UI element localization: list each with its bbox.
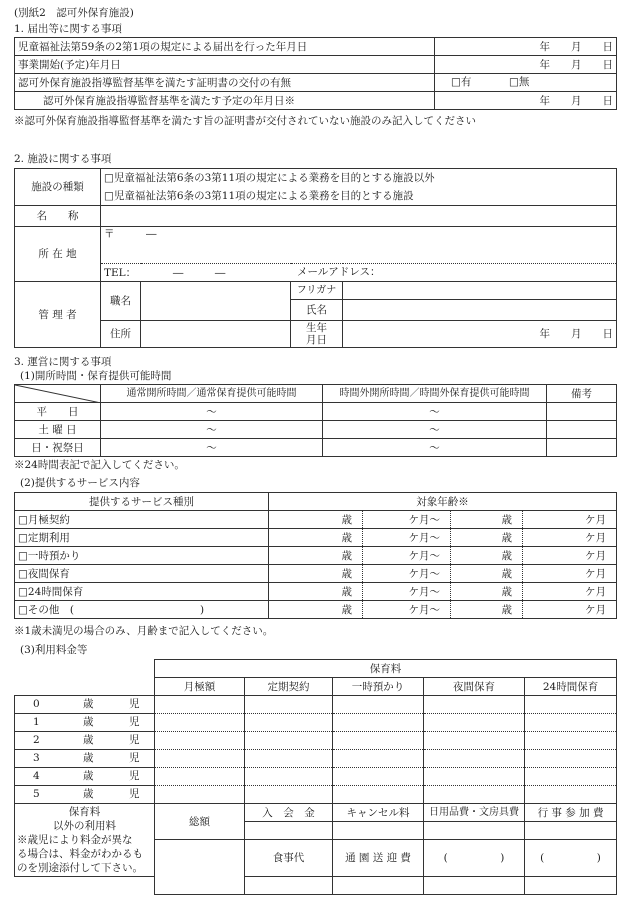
age-group-label — [15, 714, 155, 732]
age-from-months[interactable]: ケ月～ — [363, 529, 451, 547]
transport-fee-label: 通 園 送 迎 費 — [333, 840, 424, 877]
age-from-months[interactable]: ケ月～ — [363, 511, 451, 529]
facility-type-option-2[interactable]: □児童福祉法第6条の3第11項の規定による業務を目的とする施設 — [101, 186, 617, 206]
tel-field[interactable]: TEL： ― ― — [104, 266, 226, 279]
contact-row — [101, 264, 617, 282]
service-type-checkbox[interactable]: □一時預かり — [15, 547, 269, 565]
table-row — [15, 804, 617, 822]
fee-cell[interactable] — [424, 714, 525, 732]
fee-col-regular: 定期契約 — [245, 678, 333, 696]
table-row — [15, 227, 617, 264]
age-to-months[interactable]: ケ月 — [523, 547, 617, 565]
table-row — [15, 877, 617, 895]
saturday-regular-hours[interactable]: ～ — [101, 421, 323, 439]
age-to-years[interactable]: 歳 — [451, 565, 523, 583]
manager-name-label: 氏名 — [291, 300, 343, 321]
table-row — [15, 493, 617, 511]
table-row — [15, 786, 617, 804]
age-to-years[interactable]: 歳 — [451, 529, 523, 547]
fee-cell[interactable] — [155, 786, 245, 804]
furigana-label: フリガナ — [291, 282, 343, 300]
holiday-remarks[interactable] — [547, 439, 617, 457]
fee-cell[interactable] — [525, 786, 617, 804]
service-type-header: 提供するサービス種別 — [15, 493, 269, 511]
fee-cell[interactable] — [155, 750, 245, 768]
fee-cell[interactable] — [333, 768, 424, 786]
weekday-remarks[interactable] — [547, 403, 617, 421]
age-to-months[interactable]: ケ月 — [523, 529, 617, 547]
age-to-years[interactable]: 歳 — [451, 511, 523, 529]
table-row — [15, 732, 617, 750]
table-row — [15, 768, 617, 786]
section2-heading: 2. 施設に関する事項 — [14, 153, 112, 165]
meal-fee-label: 食事代 — [245, 840, 333, 877]
custom-fee-field-2[interactable] — [525, 877, 617, 895]
fee-cell[interactable] — [525, 750, 617, 768]
fee-col-night: 夜間保育 — [424, 678, 525, 696]
age-group-n: 4 — [33, 770, 40, 782]
age-group-label — [15, 732, 155, 750]
fee-header: 保育料 — [155, 660, 617, 678]
fee-cell[interactable] — [155, 714, 245, 732]
age-group-ji: 児 — [129, 752, 140, 764]
hours-subheading: (1)開所時間・保育提供可能時間 — [20, 370, 172, 382]
age-from-years[interactable]: 歳 — [269, 601, 363, 619]
age-group-sai: 歳 — [83, 752, 94, 764]
planned-date-label: 認可外保育施設指導監督基準を満たす予定の年月日※ — [15, 92, 435, 110]
hours-table — [14, 384, 617, 457]
age-group-ji: 児 — [129, 788, 140, 800]
table-row — [15, 601, 617, 619]
fee-cell[interactable] — [525, 732, 617, 750]
admission-fee-field[interactable] — [245, 822, 333, 840]
age-group-ji: 児 — [129, 770, 140, 782]
meal-fee-field[interactable] — [245, 877, 333, 895]
age-group-label — [15, 786, 155, 804]
services-table — [14, 492, 617, 619]
doc-title: (別紙2 認可外保育施設) — [14, 7, 134, 19]
age-group-sai: 歳 — [83, 716, 94, 728]
fee-col-monthly: 月極額 — [155, 678, 245, 696]
age-group-label — [15, 750, 155, 768]
start-date-value[interactable]: 年 月 日 — [435, 56, 617, 74]
age-group-n: 5 — [33, 788, 40, 800]
weekday-regular-hours[interactable]: ～ — [101, 403, 323, 421]
admission-fee-label: 入 会 金 — [245, 804, 333, 822]
table-row — [15, 74, 617, 92]
age-from-years[interactable]: 歳 — [269, 511, 363, 529]
event-fee-field[interactable] — [525, 822, 617, 840]
fee-cell[interactable] — [245, 786, 333, 804]
hours-header-regular: 通常開所時間／通常保育提供可能時間 — [101, 385, 323, 403]
fee-cell[interactable] — [245, 750, 333, 768]
age-to-years[interactable]: 歳 — [451, 583, 523, 601]
holiday-label: 日・祝祭日 — [15, 439, 101, 457]
hours-header-remarks: 備考 — [547, 385, 617, 403]
fee-cell[interactable] — [525, 696, 617, 714]
table-row — [15, 529, 617, 547]
weekday-overtime-hours[interactable]: ～ — [323, 403, 547, 421]
fee-cell[interactable] — [245, 696, 333, 714]
job-title-label: 職名 — [101, 282, 141, 321]
table-row — [15, 56, 617, 74]
saturday-remarks[interactable] — [547, 421, 617, 439]
table-row — [15, 92, 617, 110]
age-group-sai: 歳 — [83, 698, 94, 710]
age-group-label — [15, 696, 155, 714]
age-group-sai: 歳 — [83, 788, 94, 800]
age-to-months[interactable]: ケ月 — [523, 565, 617, 583]
age-group-label — [15, 768, 155, 786]
birthdate-label — [291, 321, 343, 348]
fee-cell[interactable] — [525, 714, 617, 732]
table-row — [15, 38, 617, 56]
supplies-fee-label: 日用品費・文房具費 — [424, 804, 525, 822]
age-to-months[interactable]: ケ月 — [523, 583, 617, 601]
custom-fee-label-1[interactable]: ( ) — [424, 840, 525, 877]
age-from-months[interactable]: ケ月～ — [363, 583, 451, 601]
blank-cell — [15, 877, 155, 895]
table-row — [15, 186, 617, 206]
age-group-n: 2 — [33, 734, 40, 746]
fee-cell[interactable] — [333, 714, 424, 732]
facility-table — [14, 168, 617, 348]
certificate-yes-checkbox[interactable]: □有 — [451, 76, 472, 88]
table-row — [15, 264, 617, 282]
age-group-ji: 児 — [129, 734, 140, 746]
table-row — [15, 583, 617, 601]
fee-cell[interactable] — [525, 768, 617, 786]
table-row — [15, 547, 617, 565]
table-row — [15, 750, 617, 768]
facility-name-field[interactable] — [101, 206, 617, 227]
age-from-months[interactable]: ケ月～ — [363, 565, 451, 583]
section3-heading: 3. 運営に関する事項 — [14, 356, 112, 368]
diagonal-header-cell — [15, 385, 101, 403]
other-fees-note-1: ※歳児により料金が異な — [17, 834, 133, 846]
event-fee-label: 行 事 参 加 費 — [525, 804, 617, 822]
fee-cell[interactable] — [424, 696, 525, 714]
planned-date-value[interactable]: 年 月 日 — [435, 92, 617, 110]
table-row — [15, 439, 617, 457]
services-note: ※1歳未満児の場合のみ、月齢まで記入してください。 — [14, 625, 274, 637]
fee-col-temporary: 一時預かり — [333, 678, 424, 696]
fees-subheading: (3)利用料金等 — [20, 644, 88, 656]
age-from-years[interactable]: 歳 — [269, 547, 363, 565]
table-row — [15, 696, 617, 714]
section1-note: ※認可外保育施設指導監督基準を満たす旨の証明書が交付されていない施設のみ記入してください — [14, 115, 476, 127]
age-group-n: 0 — [33, 698, 40, 710]
table-row — [15, 385, 617, 403]
fee-cell[interactable] — [333, 732, 424, 750]
fee-cell[interactable] — [245, 732, 333, 750]
fee-cell[interactable] — [155, 768, 245, 786]
email-field[interactable]: メールアドレス： — [297, 266, 381, 278]
age-from-months[interactable]: ケ月～ — [363, 601, 451, 619]
weekday-label: 平 日 — [15, 403, 101, 421]
age-to-years[interactable]: 歳 — [451, 601, 523, 619]
age-group-sai: 歳 — [83, 734, 94, 746]
hours-header-overtime: 時間外開所時間／時間外保育提供可能時間 — [323, 385, 547, 403]
section1-heading: 1. 届出等に関する事項 — [14, 23, 122, 35]
custom-fee-field-1[interactable] — [424, 877, 525, 895]
age-group-n: 3 — [33, 752, 40, 764]
saturday-label: 土 曜 日 — [15, 421, 101, 439]
manager-name-field[interactable] — [343, 300, 617, 321]
table-row — [15, 511, 617, 529]
other-fees-label-1: 保育料 — [68, 806, 101, 818]
total-label: 総額 — [155, 804, 245, 840]
fee-cell[interactable] — [333, 750, 424, 768]
custom-fee-label-2[interactable]: ( ) — [525, 840, 617, 877]
certificate-label — [15, 74, 530, 92]
fee-cell[interactable] — [333, 696, 424, 714]
service-type-checkbox[interactable]: □夜間保育 — [15, 565, 269, 583]
facility-type-label: 施設の種類 — [15, 169, 101, 206]
saturday-overtime-hours[interactable]: ～ — [323, 421, 547, 439]
fee-cell[interactable] — [424, 786, 525, 804]
service-type-checkbox[interactable]: □24時間保育 — [15, 583, 269, 601]
age-from-years[interactable]: 歳 — [269, 529, 363, 547]
cancel-fee-label: キャンセル料 — [333, 804, 424, 822]
age-from-years[interactable]: 歳 — [269, 583, 363, 601]
diagonal-line — [15, 385, 101, 403]
home-address-field[interactable] — [141, 321, 291, 348]
other-fees-label — [15, 804, 155, 877]
table-row — [15, 403, 617, 421]
table-row — [15, 169, 617, 187]
transport-fee-field[interactable] — [333, 877, 424, 895]
certificate-label-text: 認可外保育施設指導監督基準を満たす証明書の交付の有無 — [18, 76, 291, 89]
birthdate-label-1: 生年 — [306, 322, 327, 334]
furigana-field[interactable] — [343, 282, 617, 300]
table-row — [15, 321, 617, 348]
holiday-regular-hours[interactable]: ～ — [101, 439, 323, 457]
hours-note: ※24時間表記で記入してください。 — [14, 459, 185, 471]
fee-col-24h: 24時間保育 — [525, 678, 617, 696]
fee-cell[interactable] — [424, 768, 525, 786]
other-fees-label-2: 以外の利用料 — [53, 820, 116, 832]
service-type-checkbox[interactable]: □その他 ( ) — [15, 601, 269, 619]
start-date-label: 事業開始(予定)年月日 — [15, 56, 435, 74]
age-group-ji: 児 — [129, 698, 140, 710]
service-type-checkbox[interactable]: □月極契約 — [15, 511, 269, 529]
table-row — [15, 421, 617, 439]
fee-cell[interactable] — [155, 696, 245, 714]
home-address-label: 住所 — [101, 321, 141, 348]
fees-table — [14, 659, 617, 895]
fee-cell[interactable] — [424, 750, 525, 768]
age-group-n: 1 — [33, 716, 40, 728]
notification-date-label: 児童福祉法第59条の2第1項の規定による届出を行った年月日 — [15, 38, 435, 56]
age-group-ji: 児 — [129, 716, 140, 728]
table-row — [15, 714, 617, 732]
table-row — [15, 565, 617, 583]
address-label: 所 在 地 — [15, 227, 101, 282]
job-title-field[interactable] — [141, 282, 291, 321]
total-field[interactable] — [155, 840, 245, 895]
fee-cell[interactable] — [245, 714, 333, 732]
age-from-years[interactable]: 歳 — [269, 565, 363, 583]
age-group-sai: 歳 — [83, 770, 94, 782]
birthdate-field[interactable]: 年 月 日 — [343, 321, 617, 348]
age-to-months[interactable]: ケ月 — [523, 511, 617, 529]
fee-cell[interactable] — [333, 786, 424, 804]
notification-date-value[interactable]: 年 月 日 — [435, 38, 617, 56]
services-subheading: (2)提供するサービス内容 — [20, 477, 140, 489]
facility-type-option-1[interactable]: □児童福祉法第6条の3第11項の規定による業務を目的とする施設以外 — [101, 169, 617, 187]
notification-table — [14, 37, 617, 110]
postal-code-field[interactable]: 〒 ― — [101, 227, 617, 264]
holiday-overtime-hours[interactable]: ～ — [323, 439, 547, 457]
fee-cell[interactable] — [245, 768, 333, 786]
fees-corner-cell — [15, 660, 155, 696]
table-row — [15, 660, 617, 678]
certificate-no-checkbox[interactable]: □無 — [509, 76, 530, 88]
fee-cell[interactable] — [155, 732, 245, 750]
table-row — [15, 282, 617, 300]
age-to-years[interactable]: 歳 — [451, 547, 523, 565]
age-from-months[interactable]: ケ月～ — [363, 547, 451, 565]
other-fees-note-3: のを別途添付して下さい。 — [17, 862, 143, 874]
cancel-fee-field[interactable] — [333, 822, 424, 840]
other-fees-note-2: る場合は、料金がわかるも — [17, 848, 143, 860]
manager-label: 管 理 者 — [15, 282, 101, 348]
table-row — [15, 206, 617, 227]
target-age-header: 対象年齢※ — [269, 493, 617, 511]
service-type-checkbox[interactable]: □定期利用 — [15, 529, 269, 547]
age-to-months[interactable]: ケ月 — [523, 601, 617, 619]
facility-name-label: 名 称 — [15, 206, 101, 227]
birthdate-label-2: 月日 — [306, 334, 327, 346]
supplies-fee-field[interactable] — [424, 822, 525, 840]
fee-cell[interactable] — [424, 732, 525, 750]
